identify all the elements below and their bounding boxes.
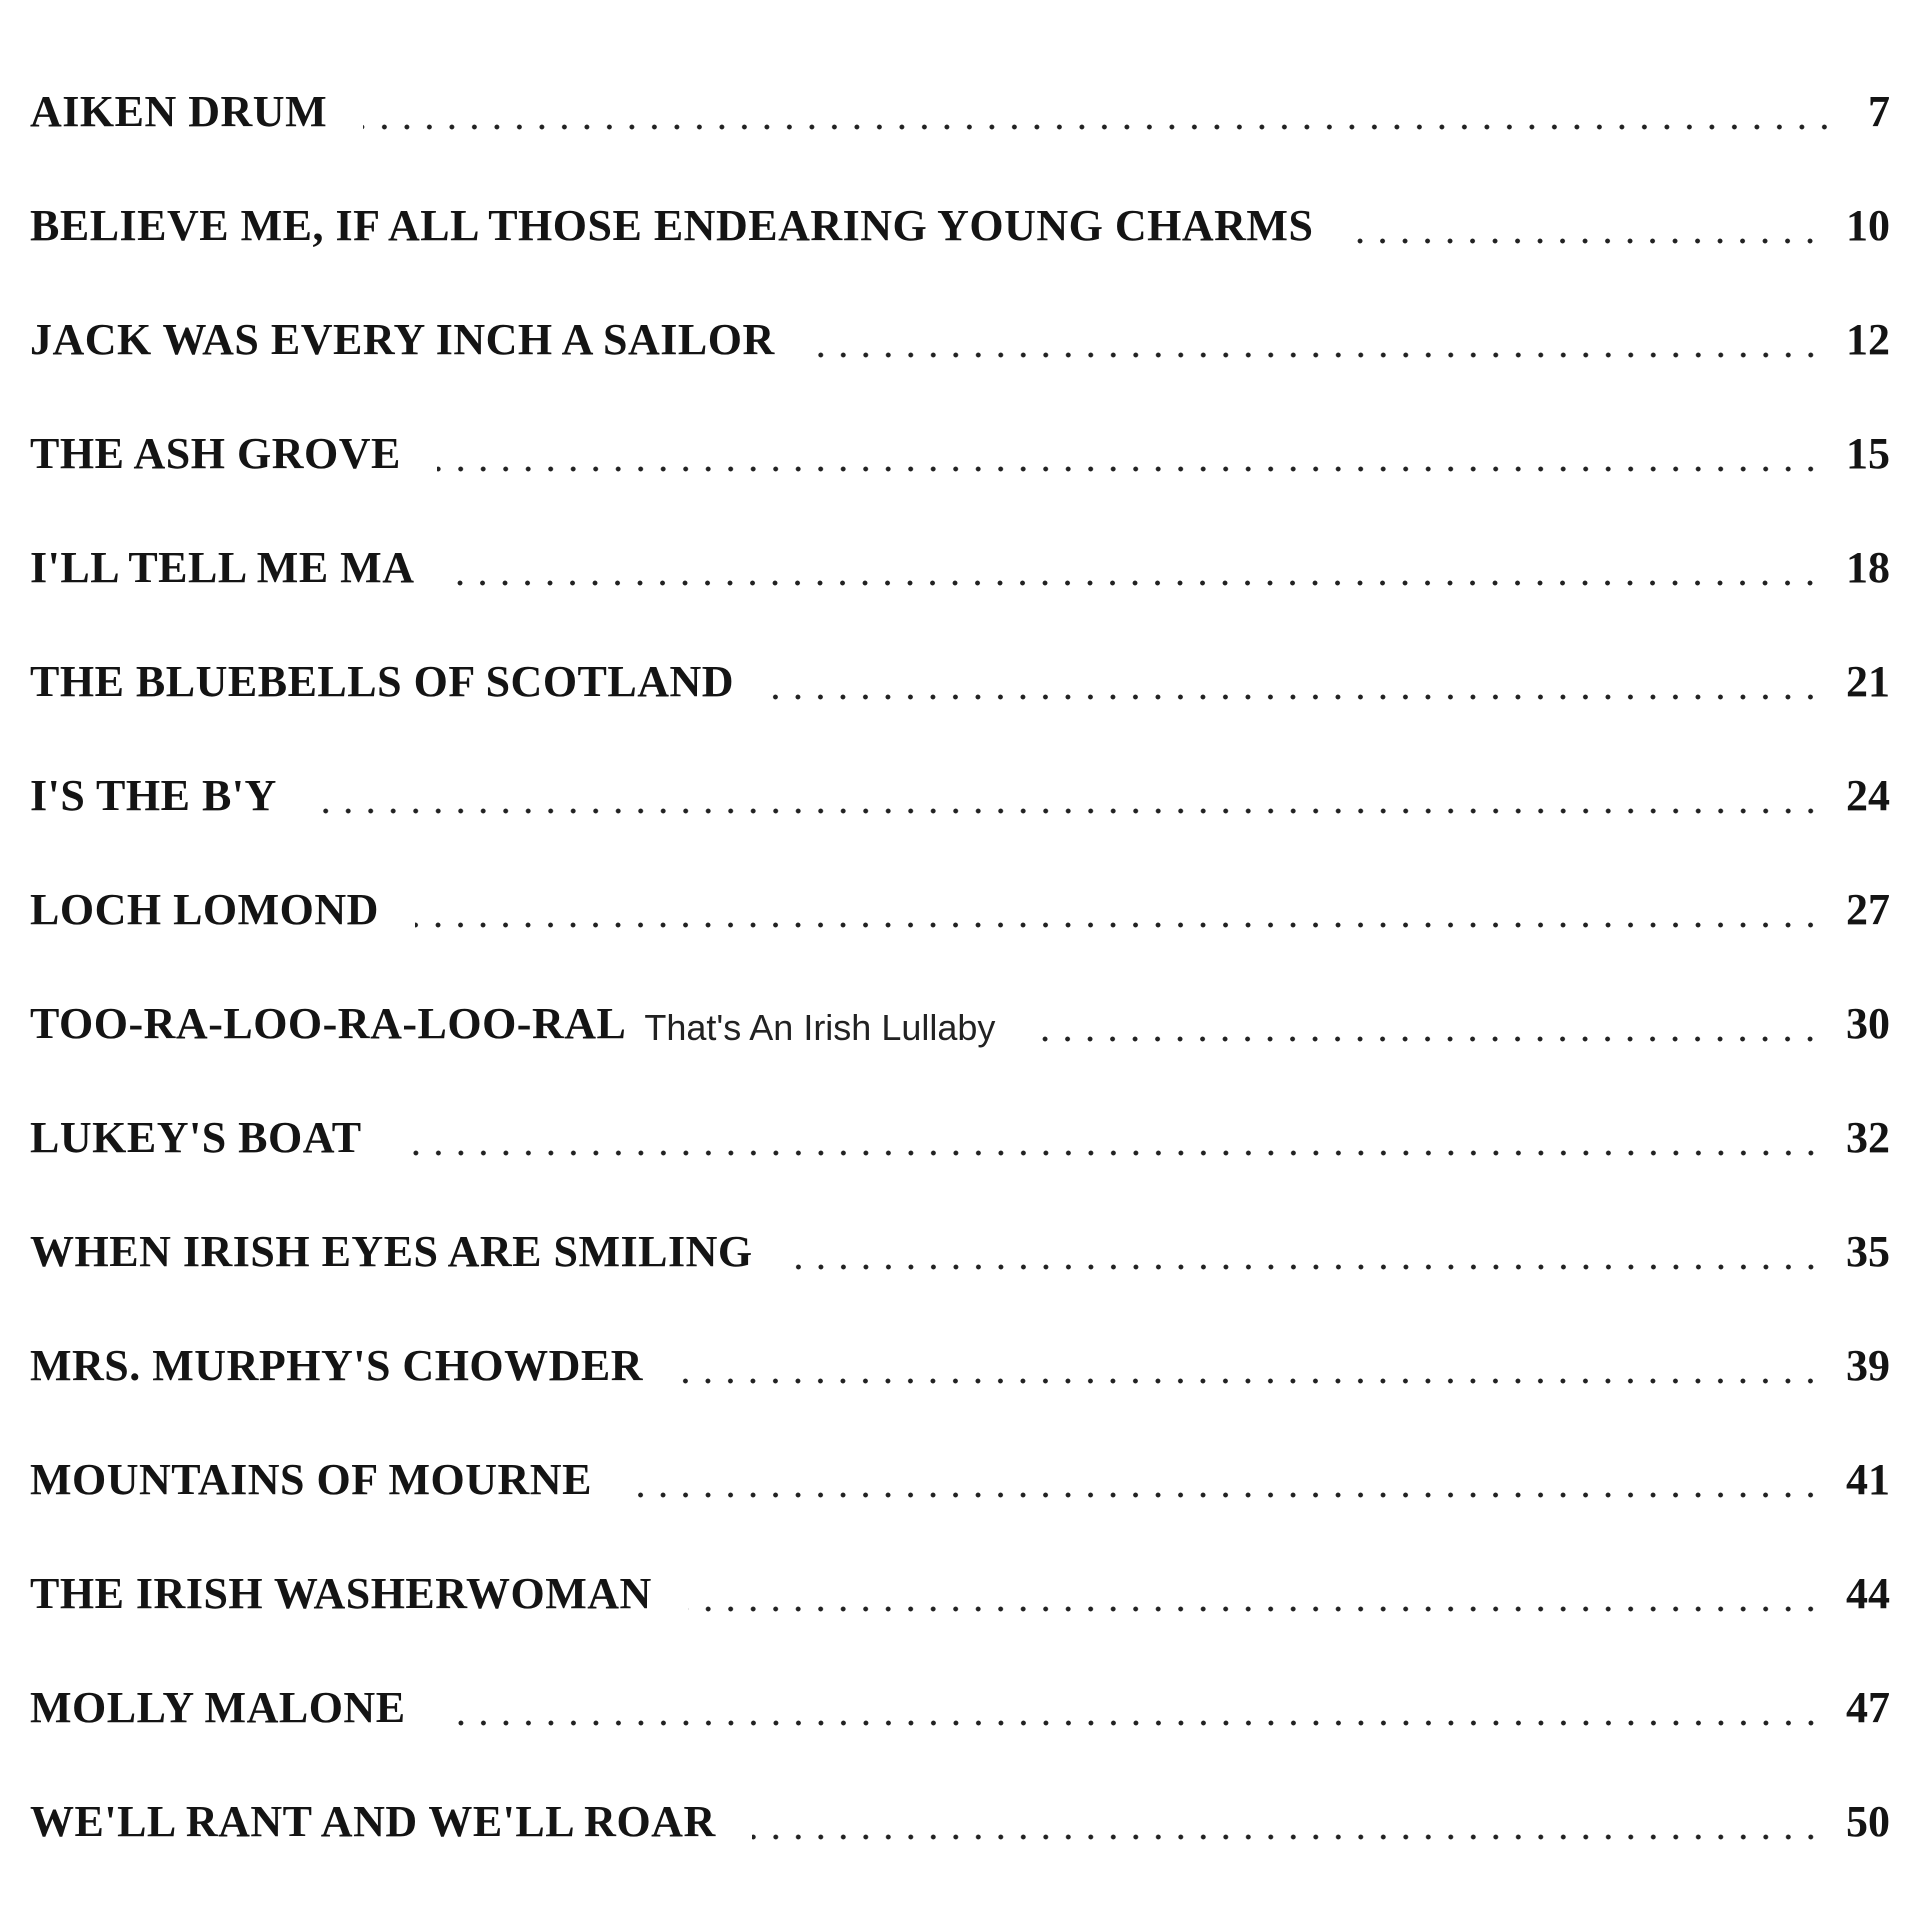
dot-leader (437, 462, 1830, 472)
page-number: 39 (1846, 1341, 1890, 1390)
song-subtitle: That's An Irish Lullaby (644, 1007, 996, 1048)
page-number: 10 (1846, 201, 1890, 250)
song-title: LOCH LOMOND (30, 885, 379, 934)
toc-entry[interactable] (30, 176, 1890, 266)
dot-leader (811, 348, 1830, 358)
page-number: 27 (1846, 885, 1890, 934)
toc-entry[interactable] (30, 290, 1890, 380)
song-title: AIKEN DRUM (30, 87, 328, 136)
page-number: 7 (1868, 87, 1890, 136)
song-title: WHEN IRISH EYES ARE SMILING (30, 1227, 753, 1276)
page-number: 47 (1846, 1683, 1890, 1732)
song-title: BELIEVE ME, IF ALL THOSE ENDEARING YOUNG CHARMS (30, 201, 1314, 250)
dot-leader (363, 120, 1844, 130)
dot-leader (752, 1830, 1830, 1840)
page-number: 41 (1846, 1455, 1890, 1504)
toc-entry[interactable] (30, 1430, 1890, 1520)
toc-entry[interactable] (30, 860, 1890, 950)
dot-leader (679, 1374, 1830, 1384)
song-title: THE BLUEBELLS OF SCOTLAND (30, 657, 735, 706)
song-title: LUKEY'S BOAT (30, 1113, 362, 1162)
table-of-contents (30, 62, 1890, 1862)
song-title: THE ASH GROVE (30, 429, 401, 478)
page-number: 44 (1846, 1569, 1890, 1618)
toc-entry[interactable] (30, 1772, 1890, 1862)
toc-entry[interactable] (30, 404, 1890, 494)
page-number: 30 (1846, 999, 1890, 1048)
toc-entry[interactable] (30, 1202, 1890, 1292)
dot-leader (442, 1716, 1830, 1726)
song-title: I'LL TELL ME MA (30, 543, 415, 592)
dot-leader (628, 1488, 1830, 1498)
dot-leader (688, 1602, 1830, 1612)
dot-leader (789, 1260, 1830, 1270)
song-title: TOO-RA-LOO-RA-LOO-RAL (30, 999, 627, 1048)
dot-leader (415, 918, 1830, 928)
page-number: 50 (1846, 1797, 1890, 1846)
dot-leader (770, 690, 1830, 700)
page-number: 35 (1846, 1227, 1890, 1276)
song-title: MRS. MURPHY'S CHOWDER (30, 1341, 644, 1390)
dot-leader (1031, 1032, 1830, 1042)
toc-entry[interactable] (30, 1088, 1890, 1178)
toc-entry[interactable] (30, 62, 1890, 152)
page-number: 18 (1846, 543, 1890, 592)
song-title: WE'LL RANT AND WE'LL ROAR (30, 1797, 716, 1846)
page-number: 12 (1846, 315, 1890, 364)
toc-entry[interactable] (30, 746, 1890, 836)
toc-entry[interactable] (30, 1316, 1890, 1406)
dot-leader (450, 576, 1830, 586)
toc-entry[interactable] (30, 1544, 1890, 1634)
toc-entry[interactable] (30, 632, 1890, 722)
page-number: 21 (1846, 657, 1890, 706)
page-number: 32 (1846, 1113, 1890, 1162)
song-title: JACK WAS EVERY INCH A SAILOR (30, 315, 775, 364)
song-title: MOUNTAINS OF MOURNE (30, 1455, 592, 1504)
toc-entry[interactable] (30, 974, 1890, 1064)
dot-leader (398, 1146, 1830, 1156)
page-number: 24 (1846, 771, 1890, 820)
toc-entry[interactable] (30, 518, 1890, 608)
song-title: MOLLY MALONE (30, 1683, 406, 1732)
toc-entry[interactable] (30, 1658, 1890, 1748)
dot-leader (1349, 234, 1830, 244)
page-number: 15 (1846, 429, 1890, 478)
dot-leader (313, 804, 1830, 814)
song-title: THE IRISH WASHERWOMAN (30, 1569, 652, 1618)
song-title: I'S THE B'Y (30, 771, 277, 820)
